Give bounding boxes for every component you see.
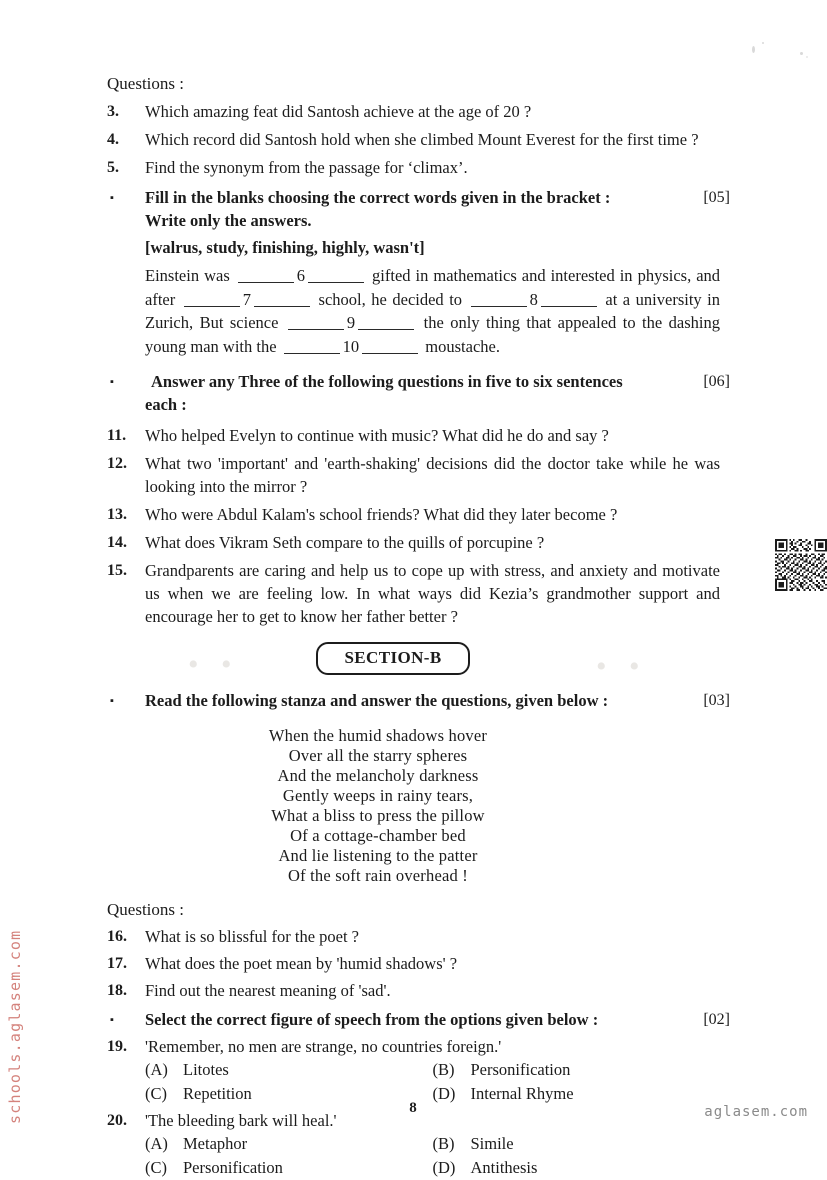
answer-three-line2: each : — [145, 395, 187, 414]
blank-line[interactable] — [284, 353, 340, 354]
figure-of-speech-instruction — [0, 1008, 826, 1031]
blank-line[interactable] — [358, 329, 414, 330]
marks-badge-06: [06] — [703, 373, 730, 390]
question-item-19 — [0, 1035, 826, 1058]
question-text-15: Grandparents are caring and help us to cope up with stress, and anxiety and motivate us when we are feeling low. In what ways did Kezia’s grandmother support and encourage her to get to know her father better ? — [145, 561, 720, 626]
option-b-20[interactable] — [433, 1132, 721, 1156]
option-key: (B) — [432, 1134, 455, 1153]
options-group-19 — [145, 1058, 720, 1106]
question-number-18: 18. — [107, 982, 127, 999]
page-number: 8 — [409, 1100, 417, 1116]
answer-three-instruction — [0, 370, 826, 393]
question-item-12 — [0, 452, 826, 498]
question-number-14: 14. — [107, 534, 127, 551]
question-item-14 — [0, 531, 826, 554]
poem-line: When the humid shadows hover — [268, 726, 488, 745]
answer-three-instruction-2 — [0, 393, 826, 416]
fill-blanks-passage — [0, 264, 826, 358]
option-b-19[interactable] — [433, 1058, 721, 1082]
poem-line: Over all the starry spheres — [288, 746, 468, 765]
question-number-16: 16. — [107, 928, 127, 945]
poem-line: What a bliss to press the pillow — [271, 806, 485, 825]
marks-badge-02: [02] — [703, 1011, 730, 1028]
blank-number-10: 10 — [342, 336, 360, 356]
question-item-17 — [0, 952, 826, 975]
question-item-11 — [0, 424, 826, 447]
option-key: (C) — [145, 1084, 167, 1103]
question-number-12: 12. — [107, 455, 127, 472]
question-number-11: 11. — [107, 427, 127, 444]
question-item-15 — [0, 559, 826, 628]
questions-heading-a: Questions : — [107, 74, 184, 93]
blank-line[interactable] — [254, 306, 310, 307]
option-key: (A) — [145, 1060, 168, 1079]
question-number-19: 19. — [107, 1038, 127, 1055]
options-group-20 — [145, 1132, 720, 1180]
blank-line[interactable] — [238, 282, 294, 283]
question-item-13 — [0, 503, 826, 526]
passage-part-5: the only thing that appealed to the dashing young man with the — [145, 313, 720, 356]
option-label: Simile — [470, 1134, 514, 1153]
option-label: Personification — [470, 1060, 571, 1079]
poem-line: Of the soft rain overhead ! — [288, 866, 468, 885]
question-text-18: Find out the nearest meaning of 'sad'. — [145, 981, 391, 1000]
blank-number-6: 6 — [296, 266, 306, 285]
stanza-instruction-text: Read the following stanza and answer the questions, given below : — [145, 691, 609, 710]
option-label: Internal Rhyme — [470, 1084, 574, 1103]
word-bank-text: [walrus, study, finishing, highly, wasn't] — [145, 238, 425, 257]
blank-line[interactable] — [288, 329, 344, 330]
poem-line: And the melancholy darkness — [277, 766, 479, 785]
watermark-left: schools.aglasem.com — [6, 929, 24, 1124]
bullet-icon — [110, 689, 144, 713]
option-d-20[interactable] — [433, 1156, 721, 1180]
section-b-label: SECTION-B — [316, 642, 469, 675]
blank-number-7: 7 — [242, 289, 252, 309]
blank-number-9: 9 — [346, 313, 356, 332]
question-item-3 — [0, 100, 826, 123]
poem-line: Of a cottage-chamber bed — [290, 826, 466, 845]
option-key: (B) — [432, 1060, 455, 1079]
option-row — [145, 1156, 720, 1180]
section-divider — [0, 642, 826, 675]
question-number-4: 4. — [107, 131, 119, 148]
option-row — [145, 1132, 720, 1156]
question-text-19: 'Remember, no men are strange, no countries foreign.' — [145, 1037, 502, 1056]
question-item-16 — [0, 925, 826, 948]
watermark-bottom: aglasem.com — [704, 1104, 808, 1120]
passage-part-3: school, he decided to — [318, 289, 463, 309]
question-number-3: 3. — [107, 103, 119, 120]
question-text-20: 'The bleeding bark will heal.' — [145, 1111, 337, 1130]
fill-blanks-instruction-line1: Fill in the blanks choosing the correct words given in the bracket : — [145, 188, 611, 207]
question-text-12: What two 'important' and 'earth-shaking' decisions did the doctor take while he was looking into the mirror ? — [145, 454, 720, 496]
marks-badge-03: [03] — [703, 692, 730, 709]
blank-line[interactable] — [541, 306, 597, 307]
question-number-13: 13. — [107, 506, 127, 523]
poem-stanza — [0, 726, 826, 886]
figure-of-speech-instruction-text: Select the correct figure of speech from the options given below : — [145, 1010, 599, 1029]
question-text-14: What does Vikram Seth compare to the quills of porcupine ? — [145, 533, 545, 552]
questions-heading-b: Questions : — [107, 900, 184, 919]
scan-ghost: • • — [596, 650, 640, 683]
poem-line: Gently weeps in rainy tears, — [282, 786, 474, 805]
question-text-5: Find the synonym from the passage for ‘climax’. — [145, 158, 468, 177]
option-a-19[interactable] — [145, 1058, 433, 1082]
question-number-5: 5. — [107, 159, 119, 176]
question-text-4: Which record did Santosh hold when she climbed Mount Everest for the first time ? — [145, 130, 699, 149]
option-key: (D) — [432, 1084, 456, 1103]
bullet-icon — [110, 370, 144, 394]
passage-part-1: Einstein was — [145, 266, 230, 285]
option-label: Antithesis — [470, 1158, 538, 1177]
option-key: (D) — [432, 1158, 456, 1177]
option-key: (A) — [145, 1134, 168, 1153]
question-text-17: What does the poet mean by 'humid shadows' ? — [145, 954, 458, 973]
fill-blanks-instruction-line2: Write only the answers. — [145, 211, 312, 230]
option-c-20[interactable] — [145, 1156, 433, 1180]
option-row — [145, 1058, 720, 1082]
option-label: Litotes — [183, 1060, 229, 1079]
question-text-16: What is so blissful for the poet ? — [145, 927, 360, 946]
question-item-18 — [0, 979, 826, 1002]
fill-blanks-instruction-2 — [0, 209, 826, 232]
answer-three-line1: Answer any Three of the following questions in five to six sentences — [151, 372, 623, 391]
option-label: Personification — [183, 1158, 283, 1177]
question-text-13: Who were Abdul Kalam's school friends? What did they later become ? — [145, 505, 618, 524]
question-item-5 — [0, 156, 826, 179]
question-text-3: Which amazing feat did Santosh achieve at the age of 20 ? — [145, 102, 532, 121]
passage-part-4: at a university in Zurich, But science — [145, 289, 721, 332]
marks-badge-05: [05] — [703, 189, 730, 206]
option-key: (C) — [145, 1158, 167, 1177]
passage-part-2: gifted in mathematics and interested in physics, and after — [145, 266, 721, 309]
fill-blanks-word-bank — [0, 236, 826, 259]
stanza-instruction — [0, 689, 826, 712]
question-number-17: 17. — [107, 955, 127, 972]
blank-line[interactable] — [184, 306, 240, 307]
fill-blanks-instruction — [0, 186, 826, 209]
question-text-11: Who helped Evelyn to continue with music? What did he do and say ? — [145, 426, 609, 445]
bullet-icon — [110, 186, 144, 210]
blank-line[interactable] — [471, 306, 527, 307]
bullet-icon — [110, 1008, 144, 1032]
option-a-20[interactable] — [145, 1132, 433, 1156]
question-number-15: 15. — [107, 562, 127, 579]
option-label: Metaphor — [183, 1134, 248, 1153]
question-item-4 — [0, 128, 826, 151]
poem-line: And lie listening to the patter — [278, 846, 478, 865]
option-label: Repetition — [183, 1084, 252, 1103]
blank-line[interactable] — [308, 282, 364, 283]
question-number-20: 20. — [107, 1112, 127, 1129]
blank-line[interactable] — [362, 353, 418, 354]
blank-number-8: 8 — [529, 289, 538, 309]
scan-ghost: • • — [188, 648, 232, 681]
passage-part-6: moustache. — [425, 336, 500, 356]
